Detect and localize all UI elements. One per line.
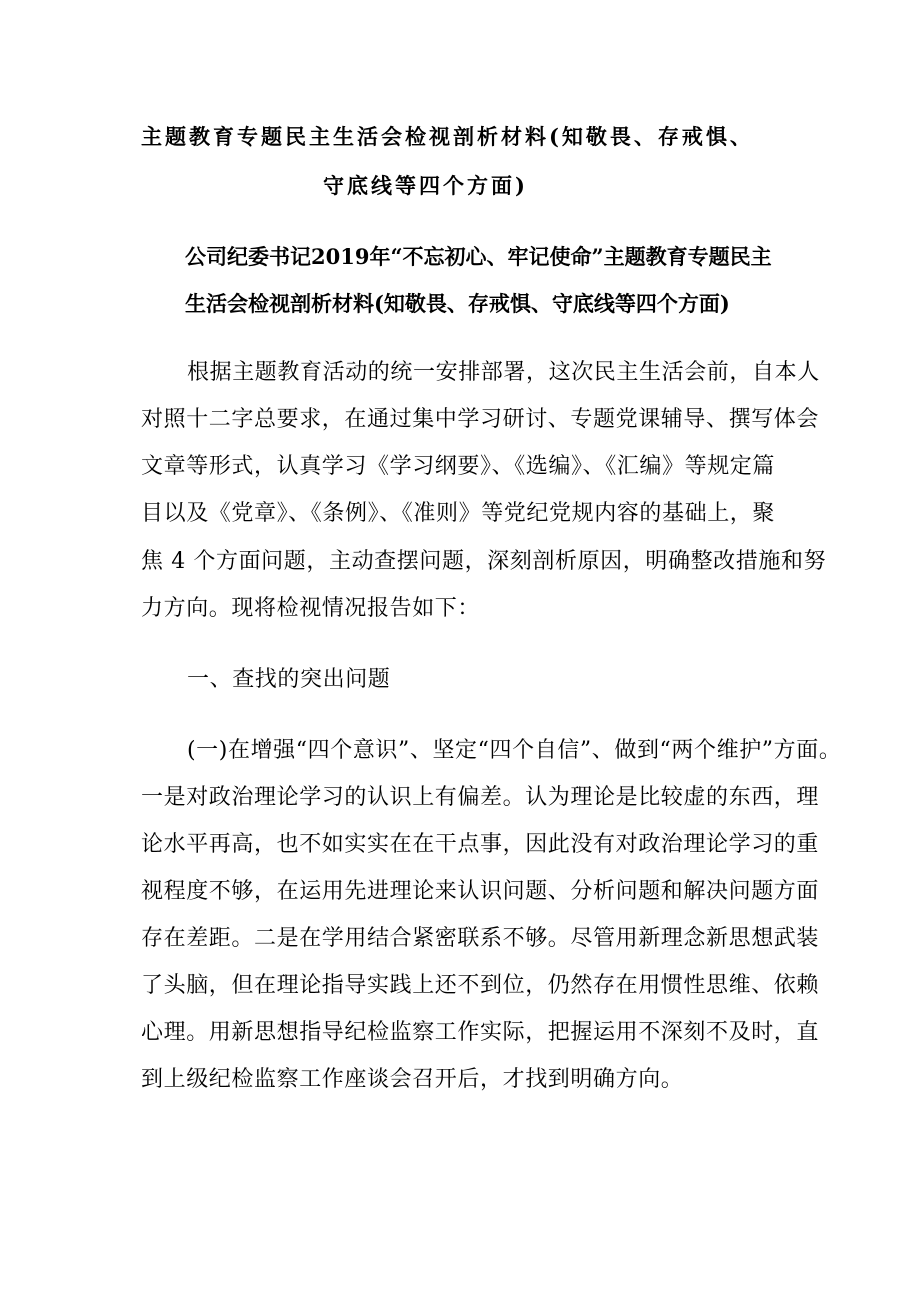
section-paragraph-line-3: 论水平再高，也不如实实在在干点事，因此没有对政治理论学习的重 [141,832,820,857]
section-paragraph-line-4: 视程度不够，在运用先进理论来认识问题、分析问题和解决问题方面 [141,879,820,904]
intro-paragraph-line-5: 焦 4 个方面问题，主动查摆问题，深刻剖析原因，明确整改措施和努 [141,549,827,574]
section-paragraph-line-6: 了头脑，但在理论指导实践上还不到位，仍然存在用惯性思维、依赖 [141,973,820,998]
document-title-line-2: 守底线等四个方面) [323,173,528,198]
intro-paragraph-line-1: 根据主题教育活动的统一安排部署，这次民主生活会前，自本人 [187,360,820,385]
intro-paragraph-line-4: 目以及《党章》、《条例》、《准则》等党纪党规内容的基础上，聚 [141,501,776,526]
section-paragraph-line-2: 一是对政治理论学习的认识上有偏差。认为理论是比较虚的东西，理 [141,785,820,810]
intro-paragraph-line-2: 对照十二字总要求，在通过集中学习研讨、专题党课辅导、撰写体会 [141,407,820,432]
section-paragraph-line-8: 到上级纪检监察工作座谈会召开后，才找到明确方向。 [141,1067,684,1092]
document-subtitle-line-1: 公司纪委书记2019年“不忘初心、牢记使命”主题教育专题民主 [185,244,772,269]
section-paragraph-line-5: 存在差距。二是在学用结合紧密联系不够。尽管用新理念新思想武装 [141,926,820,951]
section-paragraph-line-1: (一)在增强“四个意识”、坚定“四个自信”、做到“两个维护”方面。 [187,738,842,763]
intro-paragraph-line-3: 文章等形式，认真学习《学习纲要》、《选编》、《汇编》等规定篇 [141,454,776,479]
section-paragraph-line-7: 心理。用新思想指导纪检监察工作实际，把握运用不深刻不及时，直 [141,1020,820,1045]
section-heading: 一、查找的突出问题 [187,667,391,692]
intro-paragraph-line-6: 力方向。现将检视情况报告如下： [141,596,481,621]
document-subtitle-line-2: 生活会检视剖析材料(知敬畏、存戒惧、守底线等四个方面) [185,291,730,316]
document-title-line-1: 主题教育专题民主生活会检视剖析材料(知敬畏、存戒惧、 [141,124,754,149]
